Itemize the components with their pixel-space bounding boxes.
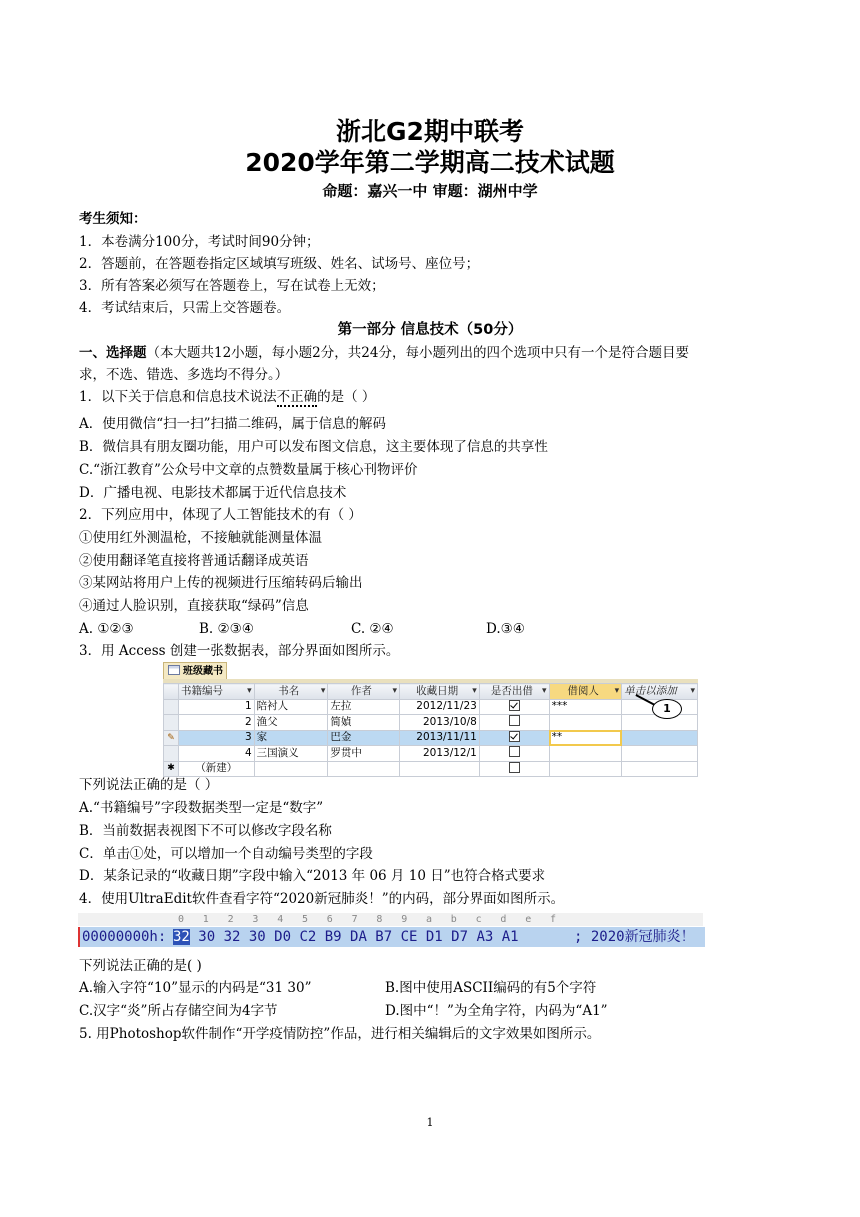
q4-option-c: C.汉字“炎”所占存储空间为4字节 [79,1003,278,1019]
table-icon [168,665,180,675]
q1-option-b: B．微信具有朋友圈功能，用户可以发布图文信息，这主要体现了信息的共享性 [79,439,548,455]
q1-option-a: A．使用微信“扫一扫”扫描二维码，属于信息的解码 [79,416,387,432]
hex-ruler-digit: f [550,914,557,925]
cell-date[interactable]: 2013/12/1 [399,746,479,762]
chevron-down-icon[interactable]: ▾ [542,685,547,696]
cell-author[interactable]: 简媜 [328,715,400,731]
q1-stem-before: 1．以下关于信息和信息技术说法 [79,389,277,405]
cell-date[interactable]: 2013/10/8 [399,715,479,731]
hex-ruler-digit: 3 [252,914,259,925]
q2-option-a: A. ①②③ [79,621,134,637]
chevron-down-icon[interactable]: ▾ [392,685,397,696]
column-header-name[interactable]: 书名 ▾ [254,684,328,700]
column-header-lent[interactable]: 是否出借 ▾ [479,684,549,700]
cell-id[interactable]: 3 [178,730,254,746]
cell-lent[interactable] [479,730,549,746]
hex-ruler-digit: e [525,914,532,925]
cell-borrower[interactable] [549,746,622,762]
cell-lent[interactable] [479,761,549,777]
cell-borrower[interactable]: *** [549,699,622,715]
row-selector[interactable] [164,699,179,715]
q2-item-1: ①使用红外测温枪，不接触就能测量体温 [79,530,322,546]
hex-bytes[interactable] [173,927,519,947]
callout-marker: 1 [652,699,682,719]
table-tab-label: 班级藏书 [183,666,223,677]
chevron-down-icon[interactable]: ▾ [614,685,620,696]
hex-address: 00000000h: [82,929,167,945]
hex-ruler-digit: 9 [401,914,408,925]
q2-option-d: D.③④ [486,621,525,637]
q3-option-a: A.“书籍编号”字段数据类型一定是“数字” [79,800,324,816]
table-row-current [164,730,698,746]
hex-ruler-digit: 1 [202,914,209,925]
pencil-icon: ✎ [167,732,175,743]
q3-option-c: C．单击①处，可以增加一个自动编号类型的字段 [79,846,373,862]
new-record-icon[interactable]: ✱ [164,761,179,777]
q1-option-c: C.“浙江教育”公众号中文章的点赞数量属于核心刊物评价 [79,462,418,478]
cell-name[interactable]: 三国演义 [254,746,328,762]
cell-name[interactable]: 陪衬人 [254,699,328,715]
cell-empty[interactable] [399,761,479,777]
table-row [164,699,698,715]
q4-option-b: B.图中使用ASCII编码的有5个字符 [385,980,597,996]
hex-ruler-digit: 4 [277,914,284,925]
cell-author[interactable]: 巴金 [328,730,400,746]
hex-ruler-digit: a [426,914,433,925]
q5-stem: 5. 用Photoshop软件制作“开学疫情防控”作品，进行相关编辑后的文字效果如图所示。 [79,1026,601,1042]
table-row [164,715,698,731]
cell-empty[interactable] [549,761,622,777]
chevron-down-icon[interactable]: ▾ [690,685,695,696]
hex-ruler-digit: 7 [351,914,358,925]
section-title: 第一部分 信息技术（50分） [337,322,523,338]
cell-id[interactable]: 4 [178,746,254,762]
notice-item-4: 4．考试结束后，只需上交答题卷。 [79,300,291,316]
q2-item-2: ②使用翻译笔直接将普通话翻译成英语 [79,553,309,569]
q1-option-d: D．广播电视、电影技术都属于近代信息技术 [79,485,347,501]
exam-title-line2: 2020学年第二学期高二技术试题 [245,148,615,177]
cell-empty[interactable] [328,761,400,777]
row-selector[interactable] [164,746,179,762]
table-row-new [164,761,698,777]
column-header-author[interactable]: 作者 ▾ [328,684,400,700]
cell-empty[interactable] [254,761,328,777]
q4-option-d: D.图中“！”为全角字符，内码为“A1” [385,1003,608,1019]
datasheet-grid [163,683,698,777]
q3-prompt: 下列说法正确的是（ ） [79,777,219,793]
cell-empty[interactable] [622,746,698,762]
q1-stem-after: 的是（ ） [317,389,376,405]
hex-ruler-digit: 5 [302,914,309,925]
q3-stem: 3．用 Access 创建一张数据表，部分界面如图所示。 [79,643,400,659]
part1-instruction-line2: 求，不选、错选、多选均不得分。） [79,367,289,383]
exam-subtitle: 命题：嘉兴一中 审题：湖州中学 [322,182,538,200]
q3-option-b: B．当前数据表视图下不可以修改字段名称 [79,823,332,839]
notice-item-1: 1．本卷满分100分，考试时间90分钟； [79,234,320,250]
row-selector[interactable] [164,730,179,746]
cell-new[interactable]: （新建） [178,761,254,777]
checkbox[interactable] [509,700,520,711]
column-header-id[interactable]: 书籍编号 ▾ [178,684,254,700]
hex-ruler-digit: 2 [227,914,234,925]
notice-item-3: 3．所有答案必须写在答题卷上，写在试卷上无效； [79,278,385,294]
chevron-down-icon[interactable]: ▾ [247,685,252,696]
click-to-add-column[interactable]: 单击以添加 ▾ [622,684,698,700]
cell-date[interactable]: 2013/11/11 [399,730,479,746]
q2-stem: 2．下列应用中，体现了人工智能技术的有（ ） [79,507,362,523]
hex-ascii[interactable]: ; 2020新冠肺炎！ [574,929,695,945]
cell-lent[interactable] [479,699,549,715]
q2-option-b: B. ②③④ [199,621,254,637]
cell-name[interactable]: 渔父 [254,715,328,731]
q4-stem: 4．使用UltraEdit软件查看字符“2020新冠肺炎！”的内码，部分界面如图所示。 [79,891,565,907]
hex-ruler-digit: 0 [178,914,185,925]
cell-empty[interactable] [622,730,698,746]
cell-author[interactable]: 罗贯中 [328,746,400,762]
cell-lent[interactable] [479,746,549,762]
cell-author[interactable]: 左拉 [328,699,400,715]
q3-option-d: D．某条记录的“收藏日期”字段中输入“2013 年 06 月 10 日”也符合格式要求 [79,868,546,884]
hex-row[interactable] [78,927,705,947]
cell-empty[interactable] [622,761,698,777]
chevron-down-icon[interactable]: ▾ [320,685,326,696]
select-all-box[interactable] [164,684,179,700]
part1-instruction-line1: （本大题共12小题，每小题2分，共24分，每小题列出的四个选项中只有一个是符合题目要 [146,345,689,361]
checkbox[interactable] [509,762,520,773]
part1-instruction [79,344,689,362]
q2-item-4: ④通过人脸识别，直接获取“绿码”信息 [79,598,309,614]
cell-id[interactable]: 1 [178,699,254,715]
hex-ruler-digit: c [475,914,482,925]
column-header-date[interactable]: 收藏日期 ▾ [399,684,479,700]
checkbox[interactable] [509,715,520,726]
chevron-down-icon[interactable]: ▾ [472,685,477,696]
cell-id[interactable]: 2 [178,715,254,731]
hex-view [78,913,703,947]
notice-item-2: 2．答题前，在答题卷指定区域填写班级、姓名、试场号、座位号； [79,256,480,272]
exam-title-line1: 浙北G2期中联考 [336,117,524,146]
page-number: 1 [426,1116,434,1129]
checkbox[interactable] [509,731,520,742]
access-datasheet [163,662,698,775]
q2-option-c: C. ②④ [351,621,394,637]
hex-ruler [78,913,703,926]
q1-stem [79,388,375,406]
q4-prompt: 下列说法正确的是( ) [79,958,202,974]
cell-date[interactable]: 2012/11/23 [399,699,479,715]
cell-borrower-editing[interactable]: ** [549,730,622,746]
q2-item-3: ③某网站将用户上传的视频进行压缩转码后输出 [79,575,363,591]
hex-bytes-rest[interactable]: 30 32 30 D0 C2 B9 DA B7 CE D1 D7 A3 A1 [198,929,519,945]
hex-selected-byte[interactable]: 32 [173,929,190,945]
column-header-borrower[interactable]: 借阅人 ▾ [549,684,622,700]
row-selector[interactable] [164,715,179,731]
table-tab[interactable] [163,662,227,680]
cell-name[interactable]: 家 [254,730,328,746]
header-row [164,684,698,700]
hex-ruler-digit: 8 [376,914,383,925]
checkbox[interactable] [509,746,520,757]
cell-lent[interactable] [479,715,549,731]
hex-ruler-digit: b [450,914,457,925]
part1-heading: 一、选择题 [79,345,147,361]
hex-ruler-digit: d [500,914,507,925]
cell-borrower[interactable] [549,715,622,731]
hex-ruler-digit: 6 [326,914,333,925]
notice-heading: 考生须知： [79,211,147,227]
q4-option-a: A.输入字符“10”显示的内码是“31 30” [79,980,312,996]
q1-stem-emphasis: 不正确 [276,389,318,405]
table-row [164,746,698,762]
